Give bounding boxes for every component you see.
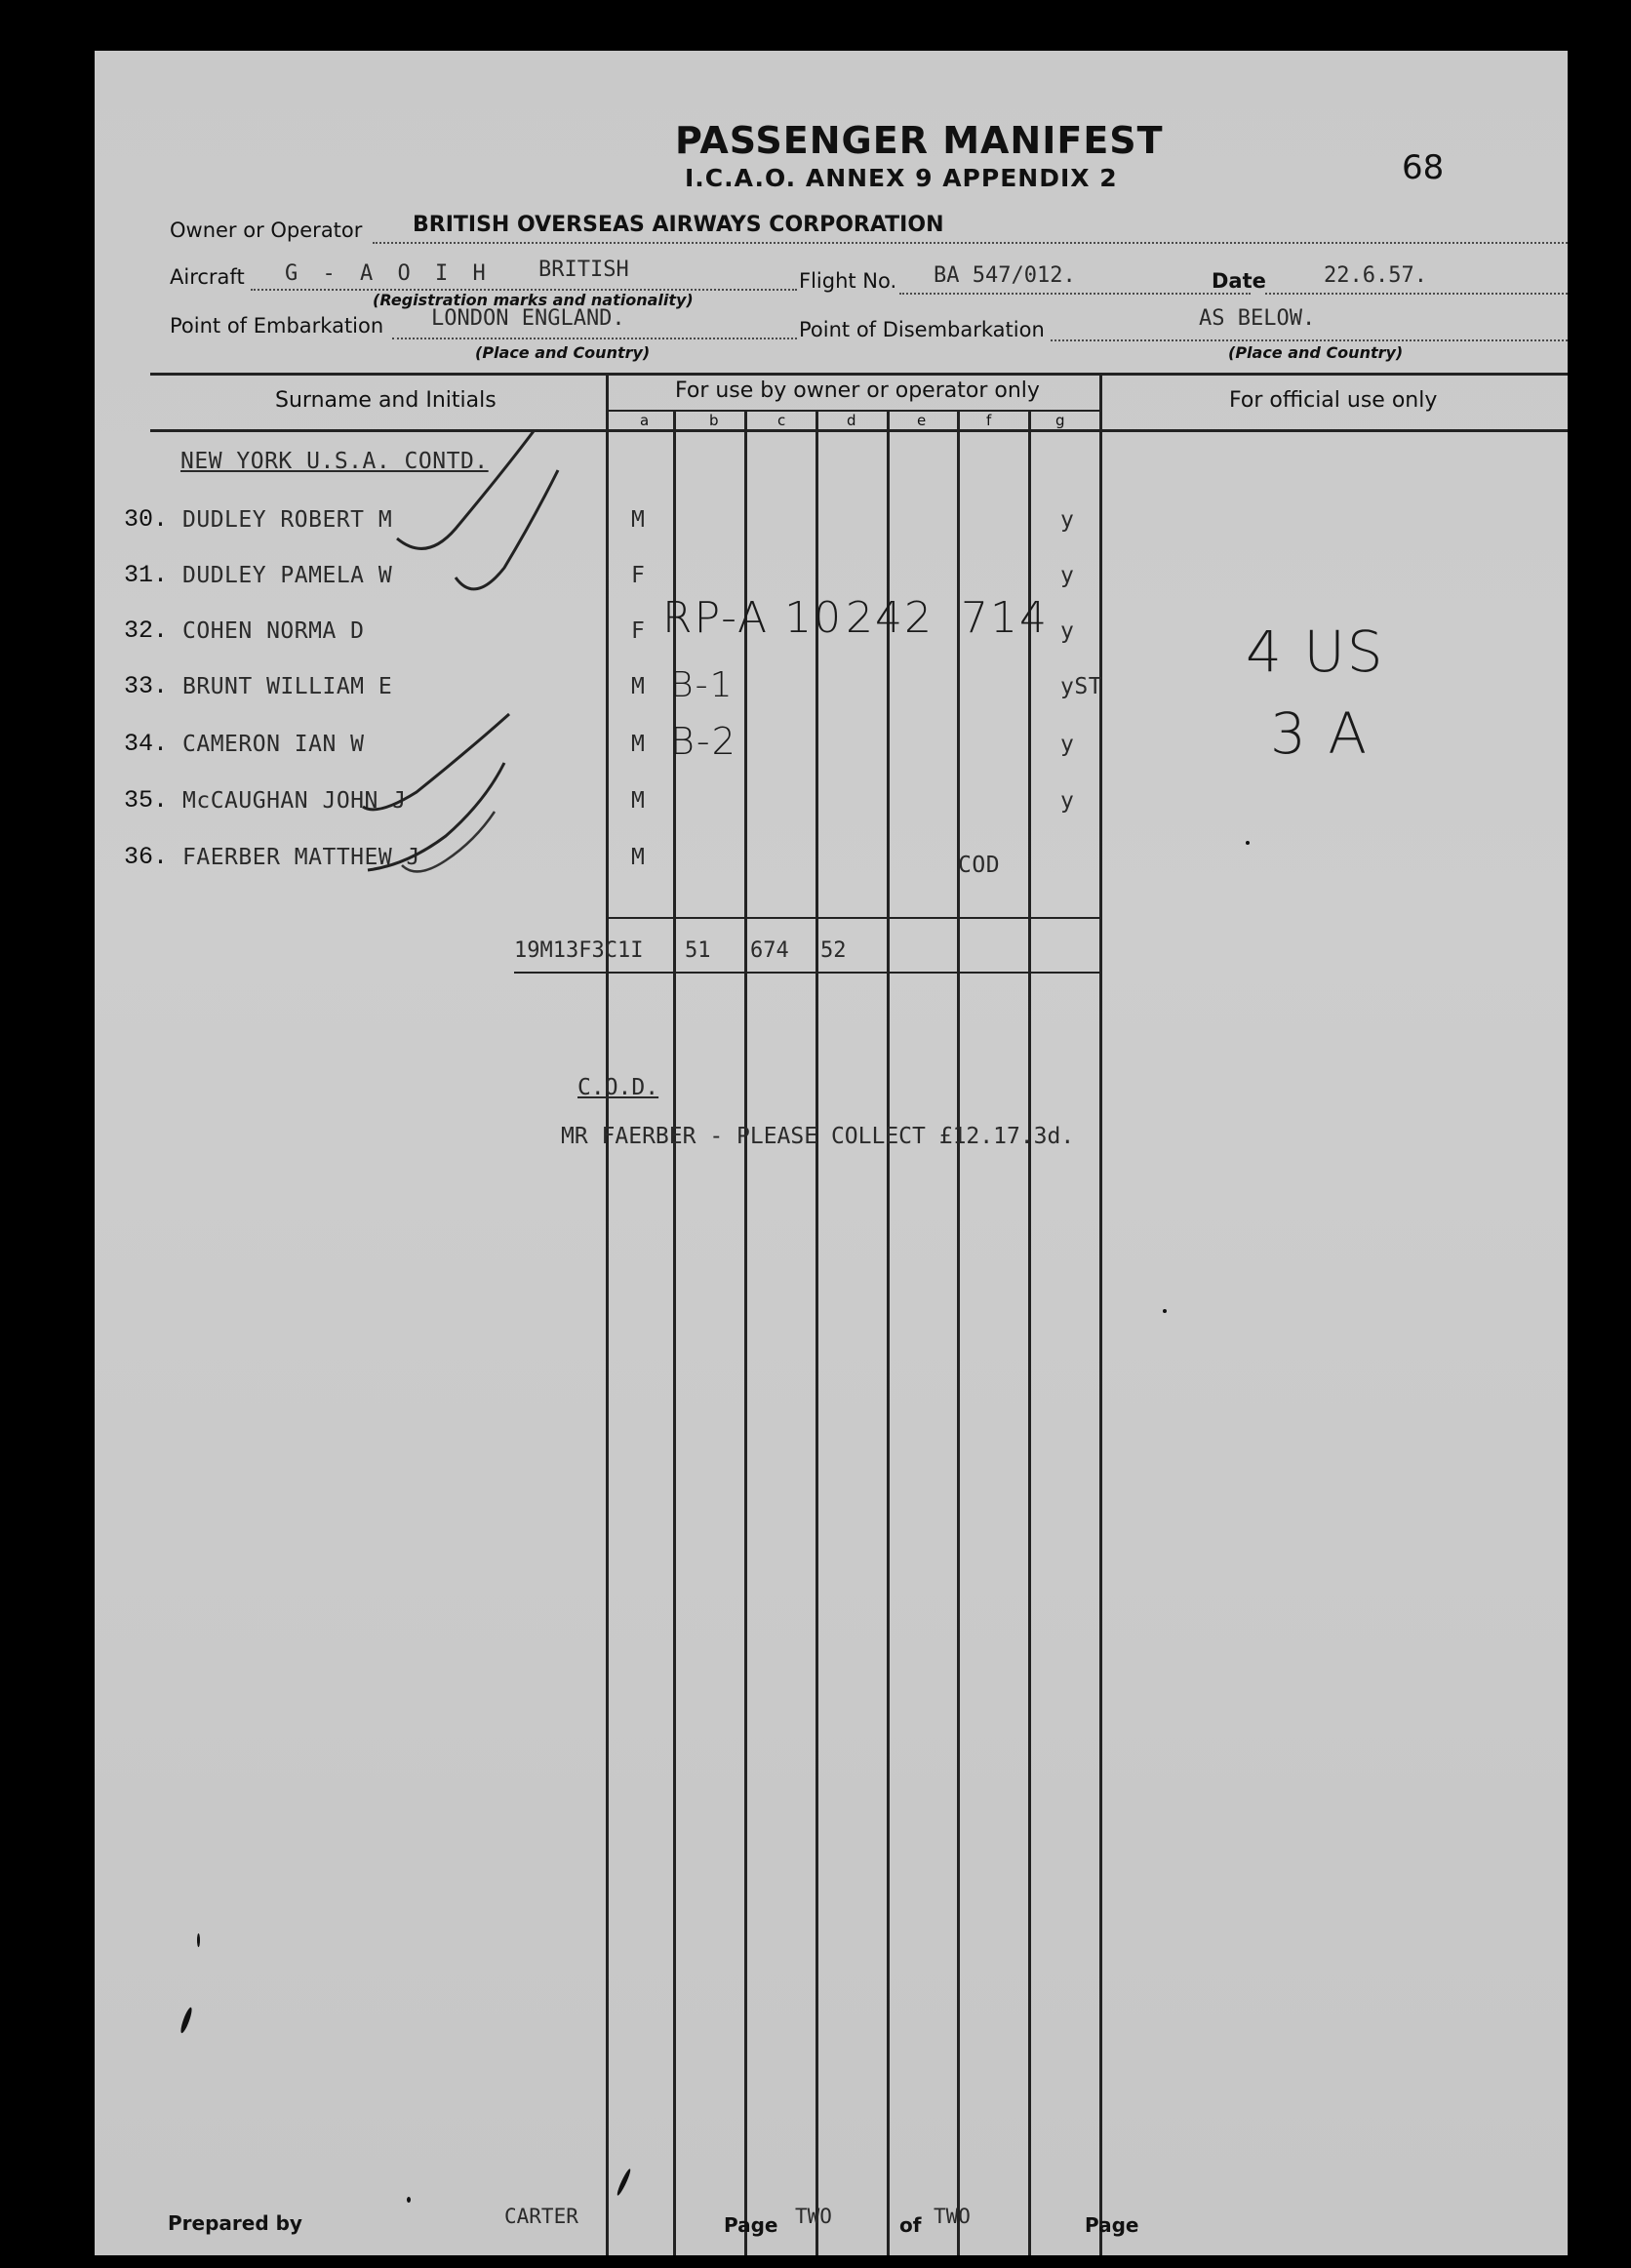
col-line-f [1028, 410, 1031, 2255]
row-number: 36. [124, 843, 169, 871]
aircraft-nationality: BRITISH [538, 258, 629, 282]
page-title: PASSENGER MANIFEST [675, 119, 1164, 162]
passenger-name: DUDLEY PAMELA W [182, 563, 393, 588]
manifest-page [95, 51, 1568, 2255]
total-b: 51 [685, 938, 711, 963]
page-subtitle: I.C.A.O. ANNEX 9 APPENDIX 2 [685, 164, 1118, 192]
embark-note: (Place and Country) [475, 343, 651, 362]
cod-text: MR FAERBER - PLEASE COLLECT £12.17.3d. [561, 1124, 1075, 1149]
subcol-g: g [1055, 412, 1065, 429]
col-line-b [744, 410, 747, 2255]
passenger-sex: M [631, 732, 646, 757]
handwritten-row33-b: B-1 [670, 665, 735, 705]
totals-bottom-rule [514, 972, 1101, 974]
handwritten-row32-d: 242 [846, 593, 934, 643]
section-label: NEW YORK U.S.A. CONTD. [180, 449, 489, 474]
owner-label: Owner or Operator [170, 219, 363, 242]
passenger-name: BRUNT WILLIAM E [182, 674, 393, 699]
ink-speck [197, 1933, 200, 1947]
totals-top-rule [607, 917, 1101, 919]
footer-page-value: TWO [795, 2205, 832, 2228]
handwritten-row32-f: 714 [961, 593, 1049, 643]
date-label: Date [1212, 269, 1266, 293]
handwritten-row32-b: RP-A 10 [662, 593, 844, 643]
passenger-name: CAMERON IAN W [182, 732, 365, 757]
passenger-sex: M [631, 845, 646, 870]
aircraft-registration: G - A O I H [285, 261, 492, 286]
col-line-e [957, 410, 960, 2255]
col-g-value: y [1060, 563, 1075, 588]
page-number: 68 [1402, 148, 1445, 187]
passenger-name: COHEN NORMA D [182, 618, 365, 644]
ink-speck [179, 2007, 193, 2034]
row-number: 32. [124, 617, 169, 645]
footer-page-label: Page [724, 2213, 778, 2237]
col-g-value: y [1060, 507, 1075, 533]
subcol-a: a [640, 412, 650, 429]
col-g-value: y [1060, 788, 1075, 814]
disembark-label: Point of Disembarkation [799, 318, 1045, 341]
col-f-value: COD [958, 853, 1001, 878]
date-value: 22.6.57. [1324, 263, 1427, 288]
subcol-e: e [917, 412, 927, 429]
total-d: 52 [820, 938, 847, 963]
subcol-b: b [709, 412, 719, 429]
disembark-note: (Place and Country) [1228, 343, 1404, 362]
ink-speck [407, 2197, 411, 2203]
row-number: 34. [124, 730, 169, 758]
footer-of-value: TWO [934, 2205, 971, 2228]
total-a: 19M13F3C1I [514, 938, 644, 963]
col-line-c [816, 410, 818, 2255]
col-line-g [1099, 375, 1102, 2255]
row-number: 30. [124, 505, 169, 534]
subcol-d: d [847, 412, 856, 429]
passenger-name: McCAUGHAN JOHN J [182, 788, 407, 814]
flight-value: BA 547/012. [934, 263, 1076, 288]
row-number: 35. [124, 786, 169, 815]
handwritten-official-2: 3 A [1270, 700, 1370, 767]
col-g-value: yST [1060, 674, 1103, 699]
col-line-d [887, 410, 890, 2255]
passenger-name: FAERBER MATTHEW J [182, 845, 420, 870]
passenger-sex: M [631, 507, 646, 533]
surname-header: Surname and Initials [275, 388, 497, 413]
passenger-sex: M [631, 674, 646, 699]
footer-of-label: of [899, 2213, 922, 2237]
passenger-sex: F [631, 618, 646, 644]
ink-speck [616, 2168, 632, 2196]
subcol-c: c [777, 412, 786, 429]
owner-value: BRITISH OVERSEAS AIRWAYS CORPORATION [413, 213, 944, 237]
ink-speck [1246, 841, 1250, 845]
total-c: 674 [750, 938, 789, 963]
row-number: 33. [124, 672, 169, 700]
embark-label: Point of Embarkation [170, 314, 384, 338]
cod-heading: C.O.D. [577, 1075, 659, 1100]
row-number: 31. [124, 561, 169, 589]
passenger-name: DUDLEY ROBERT M [182, 507, 393, 533]
prepared-value: CARTER [504, 2205, 578, 2228]
registration-note: (Registration marks and nationality) [373, 291, 694, 309]
passenger-sex: F [631, 563, 646, 588]
handwritten-official-1: 4 US [1246, 618, 1385, 685]
subcol-f: f [986, 412, 992, 429]
flight-label: Flight No. [799, 269, 897, 293]
disembark-value: AS BELOW. [1199, 306, 1316, 331]
embark-value: LONDON ENGLAND. [431, 306, 625, 331]
official-use-header: For official use only [1229, 388, 1438, 413]
checkmarks-icon [358, 431, 612, 938]
prepared-label: Prepared by [168, 2211, 302, 2235]
table-top-rule [150, 373, 1568, 376]
col-g-value: y [1060, 618, 1075, 644]
ink-speck [1163, 1309, 1167, 1313]
handwritten-row34-b: B-2 [670, 720, 737, 763]
aircraft-label: Aircraft [170, 265, 245, 289]
col-g-value: y [1060, 732, 1075, 757]
passenger-sex: M [631, 788, 646, 814]
owner-use-header: For use by owner or operator only [675, 378, 1040, 403]
footer-extra-label: Page [1085, 2213, 1139, 2237]
